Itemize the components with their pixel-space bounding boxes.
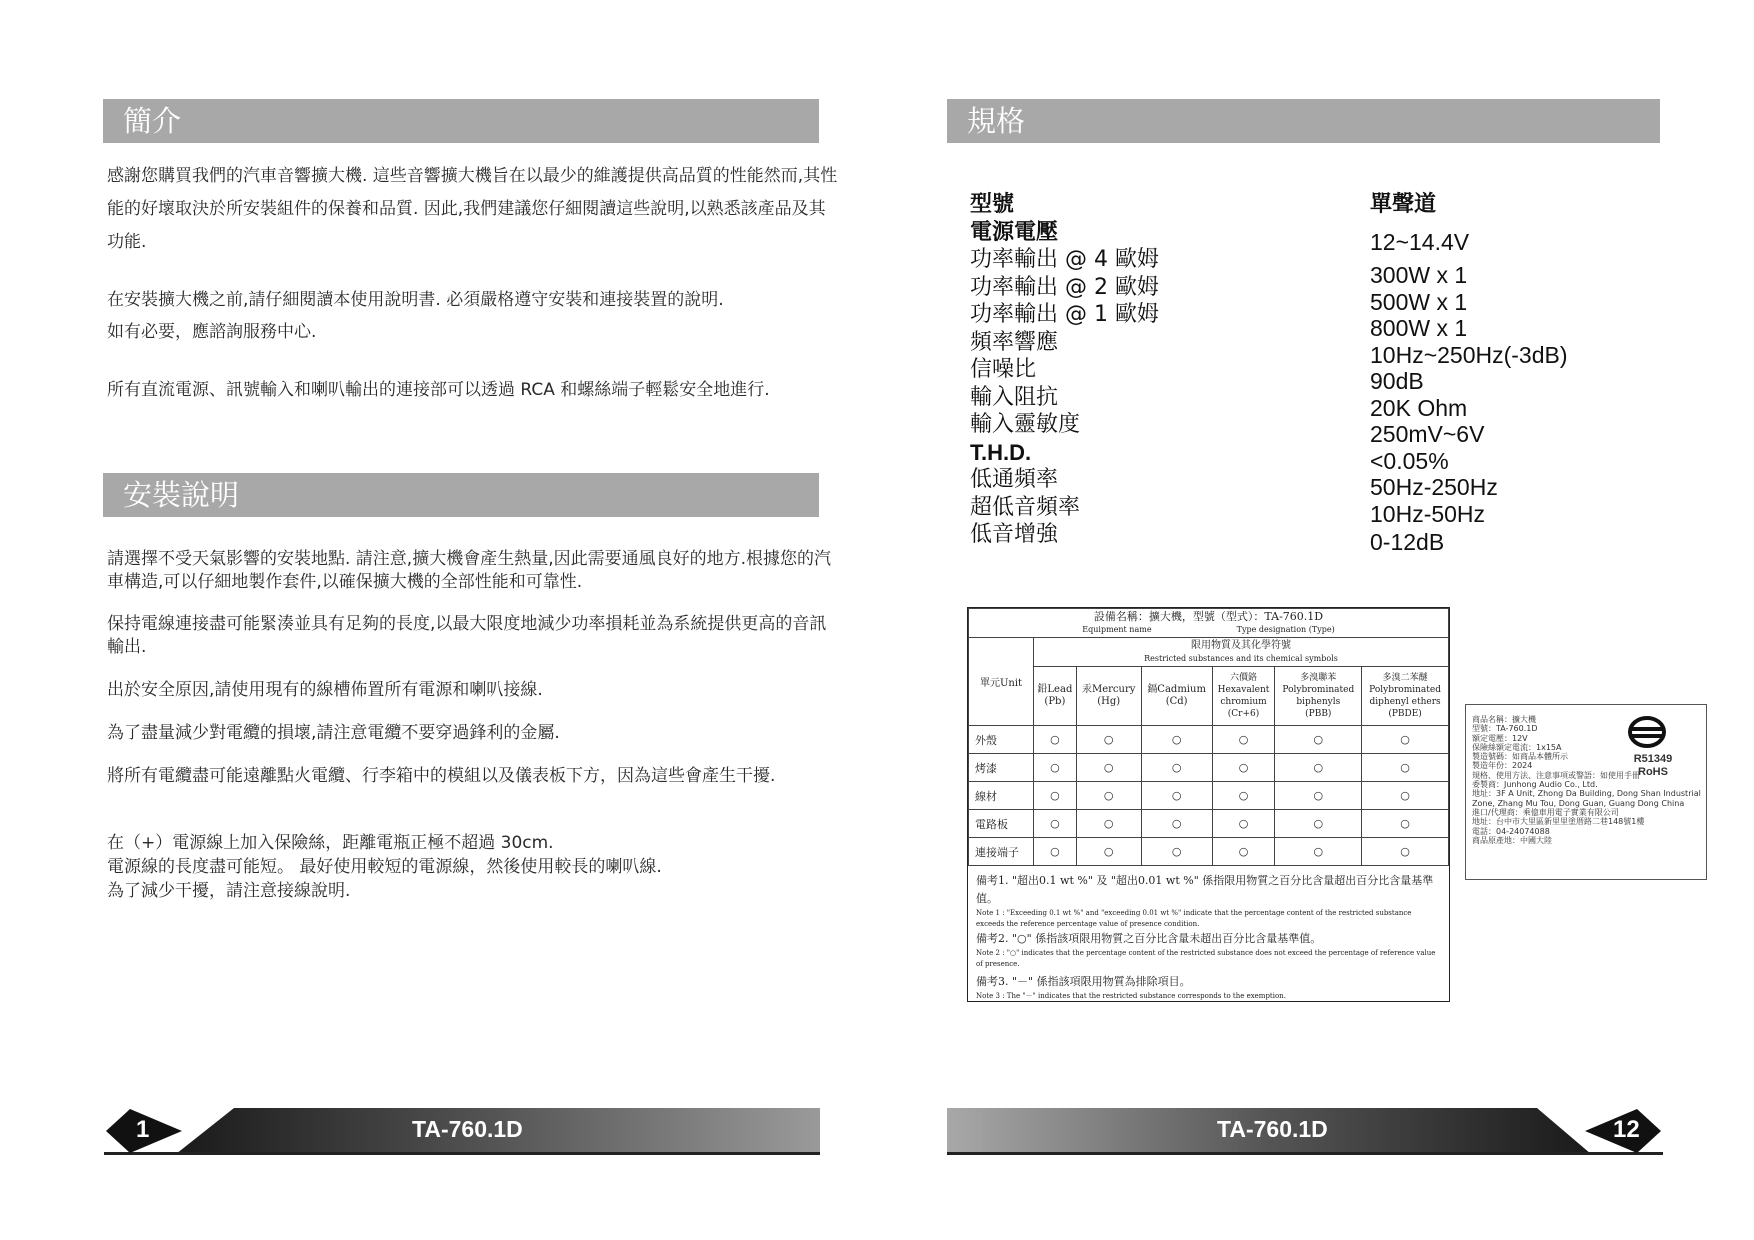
rohs-note-2-cn: 備考2. "○" 係指該項限用物質之百分比含量未超出百分比含量基準值。 [976,932,1322,945]
rohs-col-line: chromium [1220,697,1267,707]
rohs-cell: ○ [1076,838,1141,866]
rohs-cell: ○ [1212,838,1275,866]
rohs-cell: ○ [1141,782,1212,810]
rohs-row-name: 連接端子 [969,838,1034,866]
spec-label: T.H.D. [970,439,1032,465]
spec-label: 功率輸出 @ 2 歐姆 [970,274,1159,300]
spec-value: 12~14.4V [1370,229,1470,255]
rohs-row-name: 電路板 [969,810,1034,838]
certification-marks [1624,753,1682,779]
label-line: 製造號碼：如商品本體所示 [1472,752,1568,762]
footer-model: TA-760.1D [1217,1116,1328,1142]
rohs-cell: ○ [1034,782,1077,810]
rohs-col-line: 汞Mercury [1081,684,1136,695]
rohs-cell: ○ [1362,754,1449,782]
table-row [969,754,1449,782]
intro-paragraph-2: 在安裝擴大機之前,請仔細閱讀本使用說明書. 必須嚴格遵守安裝和連接裝置的說明. [107,290,724,310]
rohs-col-cd [1141,667,1212,726]
rohs-cell: ○ [1076,754,1141,782]
rohs-col-hg [1076,667,1141,726]
rohs-col-pb [1034,667,1077,726]
rohs-cell: ○ [1141,754,1212,782]
rohs-col-line: (PBB) [1305,709,1332,719]
spec-label: 輸入靈敏度 [970,412,1081,437]
rohs-note-3-en: Note 3 : The "－" indicates that the restricted substance corresponds to the exemption. [976,992,1286,1000]
label-line: 地址：台中市大里區新里里塗厝路二巷148號1樓 [1472,817,1645,827]
spec-label: 功率輸出 @ 1 歐姆 [970,302,1159,327]
rohs-col-line: (PBDE) [1388,709,1422,719]
rohs-cell: ○ [1034,810,1077,838]
footer-model: TA-760.1D [412,1116,523,1142]
table-row [969,726,1449,754]
rohs-cell: ○ [1076,810,1141,838]
install-paragraph-6a: 在（+）電源線上加入保險絲，距離電瓶正極不超過 30cm. [107,833,554,853]
rohs-cell: ○ [1275,726,1362,754]
left-footer [104,1106,820,1156]
install-paragraph-1: 請選擇不受天氣影響的安裝地點. 請注意,擴大機會產生熱量,因此需要通風良好的地方.根據您的汽車構造,可以仔細地製作套件,以確保擴大機的全部性能和可靠性. [107,549,832,592]
rohs-col-line: (Cd) [1165,696,1188,707]
install-paragraph-2: 保持電線連接盡可能緊湊並具有足夠的長度,以最大限度地減少功率損耗並為系統提供更高的音訊輸出. [107,614,827,657]
page-number: 1 [136,1116,150,1143]
rohs-cell: ○ [1275,810,1362,838]
install-paragraph-5: 將所有電纜盡可能遠離點火電纜、行李箱中的模組以及儀表板下方，因為這些會產生干擾. [107,766,776,786]
spec-label: 低音增強 [970,522,1059,547]
rohs-cell: ○ [1275,754,1362,782]
spec-value: 10Hz-50Hz [1370,500,1486,527]
rohs-note-1-cn: 備考1. "超出0.1 wt %" 及 "超出0.01 wt %" 係指限用物質之百分比含量超出百分比含量基準值。 [976,874,1434,905]
rohs-col-line: diphenyl ethers [1369,697,1441,707]
rohs-declaration-table [967,607,1450,1002]
rohs-col-line: (Pb) [1044,696,1066,707]
table-row [969,782,1449,810]
rohs-col-line: 六價鉻 [1230,673,1258,683]
install-paragraph-3: 出於安全原因,請使用現有的線槽佈置所有電源和喇叭接線. [107,680,543,700]
label-line: 額定電壓：12V [1472,733,1528,743]
label-line: 製造年份：2024 [1472,761,1533,771]
table-row [969,810,1449,838]
rohs-cell: ○ [1275,782,1362,810]
label-line: 商品原產地：中國大陸 [1472,835,1552,845]
install-heading: 安裝說明 [103,473,819,517]
rohs-col-line: 多溴聯苯 [1300,673,1337,683]
rohs-cell: ○ [1141,810,1212,838]
spec-label: 電源電壓 [970,219,1059,245]
rohs-cell: ○ [1362,810,1449,838]
spec-labels [970,191,1159,549]
rohs-cell: ○ [1076,782,1141,810]
spec-value: 500W x 1 [1370,288,1468,315]
rohs-note-1-en: Note 1 : "Exceeding 0.1 wt %" and "exceeding 0.01 wt %" indicate that the percentage content of the restricted substance exceeds the reference percentage value of presence condition. [976,909,1412,928]
rohs-cell: ○ [1212,782,1275,810]
spec-heading: 規格 [947,99,1660,143]
spec-label: 頻率響應 [970,329,1059,355]
rohs-substances-header [1034,638,1449,667]
rohs-col-line: biphenyls [1296,697,1341,707]
right-footer [947,1106,1663,1156]
rohs-notes [968,866,1449,1002]
spec-value: 單聲道 [1370,192,1437,217]
label-line: 商品名稱：擴大機 [1472,715,1536,724]
label-line: 進口/代理商：乘億車用電子實業有限公司 [1472,807,1619,817]
rohs-title-cn: 設備名稱：擴大機，型號（型式）：TA-760.1D [1093,610,1324,623]
rohs-col-line: 鎘Cadmium [1147,684,1206,695]
rohs-cell: ○ [1212,754,1275,782]
rohs-col-line: Polybrominated [1369,685,1442,695]
rohs-cell: ○ [1034,726,1077,754]
product-label-text [1472,715,1704,845]
product-label [1465,704,1707,880]
spec-values [1370,191,1568,555]
rohs-mark: RoHS [1638,766,1668,778]
intro-paragraph-1: 感謝您購買我們的汽車音響擴大機. 這些音響擴大機旨在以最少的維護提供高品質的性能然而,其性能的好壞取決於所安裝組件的保養和品質. 因此,我們建議您仔細閱讀這些說明,以熟悉該產品及其功能. [107,166,838,252]
spec-label: 功率輸出 @ 4 歐姆 [970,247,1159,272]
rohs-sub-en: Restricted substances and its chemical symbols [1144,654,1338,663]
rohs-cell: ○ [1212,726,1275,754]
rohs-col-line: Hexavalent [1217,685,1270,695]
rohs-title-en2: Type designation (Type) [1236,625,1335,634]
page-number: 12 [1613,1116,1640,1143]
label-line: 電話：04-24074088 [1472,826,1550,836]
rohs-cell: ○ [1362,782,1449,810]
spec-label: 輸入阻抗 [970,384,1059,410]
spec-value: 50Hz-250Hz [1370,474,1498,500]
spec-value: 10Hz~250Hz(-3dB) [1370,341,1568,368]
label-line: 委製商：Junhong Audio Co., Ltd. [1472,780,1598,790]
spec-label: 超低音頻率 [970,494,1081,520]
label-line: 規格、使用方法、注意事項或警語：如使用手冊 [1472,770,1640,780]
label-line: 型號：TA-760.1D [1472,724,1538,734]
rohs-cell: ○ [1141,838,1212,866]
install-paragraph-4: 為了盡量減少對電纜的損壞,請注意電纜不要穿過鋒利的金屬. [107,723,560,743]
spec-label: 型號 [970,192,1015,217]
rohs-title [969,609,1449,638]
install-paragraph-6c: 為了減少干擾，請注意接線說明. [107,881,351,901]
rohs-col-pbde [1362,667,1449,726]
rohs-col-line: 鉛Lead [1037,684,1073,695]
install-paragraph-6b: 電源線的長度盡可能短。 最好使用較短的電源線，然後使用較長的喇叭線. [107,857,662,877]
intro-paragraph-3: 所有直流電源、訊號輸入和喇叭輸出的連接部可以透過 RCA 和螺絲端子輕鬆安全地進行. [107,380,770,400]
rohs-unit-header: 單元Unit [969,638,1034,726]
rohs-cell: ○ [1141,726,1212,754]
spec-value: 300W x 1 [1370,262,1468,288]
intro-paragraph-2b: 如有必要，應諮詢服務中心. [107,322,317,342]
label-line: 保險絲額定電流：1x15A [1472,742,1562,752]
spec-value: 800W x 1 [1370,315,1468,341]
rohs-col-line: 多溴二苯醚 [1382,673,1428,683]
spec-value: <0.05% [1370,447,1449,474]
spec-label: 信噪比 [970,357,1037,382]
intro-heading: 簡介 [103,99,819,143]
rohs-col-line: (Cr+6) [1227,709,1260,719]
rohs-col-cr [1212,667,1275,726]
spec-value: 20K Ohm [1370,394,1468,421]
rohs-col-pbb [1275,667,1362,726]
cert-number: R51349 [1633,753,1673,765]
table-row [969,838,1449,866]
rohs-cell: ○ [1362,838,1449,866]
rohs-col-line: (Hg) [1097,696,1121,707]
rohs-note-3-cn: 備考3. "－" 係指該項限用物質為排除項目。 [976,975,1191,988]
rohs-title-en [969,623,1448,636]
rohs-cell: ○ [1212,810,1275,838]
rohs-cell: ○ [1076,726,1141,754]
rohs-cell: ○ [1034,754,1077,782]
label-line: 地址：3F A Unit, Zhong Da Building, Dong Shan Industrial Zone, Zhang Mu Tou, Dong Guan, Guang Dong China [1472,789,1701,808]
rohs-row-name: 線材 [969,782,1034,810]
rohs-cell: ○ [1362,726,1449,754]
spec-value: 250mV~6V [1370,421,1485,447]
spec-value: 90dB [1370,368,1424,394]
rohs-cell: ○ [1034,838,1077,866]
rohs-note-2-en: Note 2 : "○" indicates that the percentage content of the restricted substance does not exceed the percentage of reference value of presence. [976,949,1436,968]
rohs-sub-cn: 限用物質及其化學符號 [1191,640,1291,651]
rohs-cell: ○ [1275,838,1362,866]
rohs-row-name: 烤漆 [969,754,1034,782]
bsmi-certification-icon [1626,715,1668,749]
spec-value: 0-12dB [1370,528,1445,555]
rohs-row-name: 外殼 [969,726,1034,754]
rohs-title-en1: Equipment name [1082,625,1152,634]
rohs-col-line: Polybrominated [1282,685,1355,695]
spec-label: 低通頻率 [970,467,1059,492]
